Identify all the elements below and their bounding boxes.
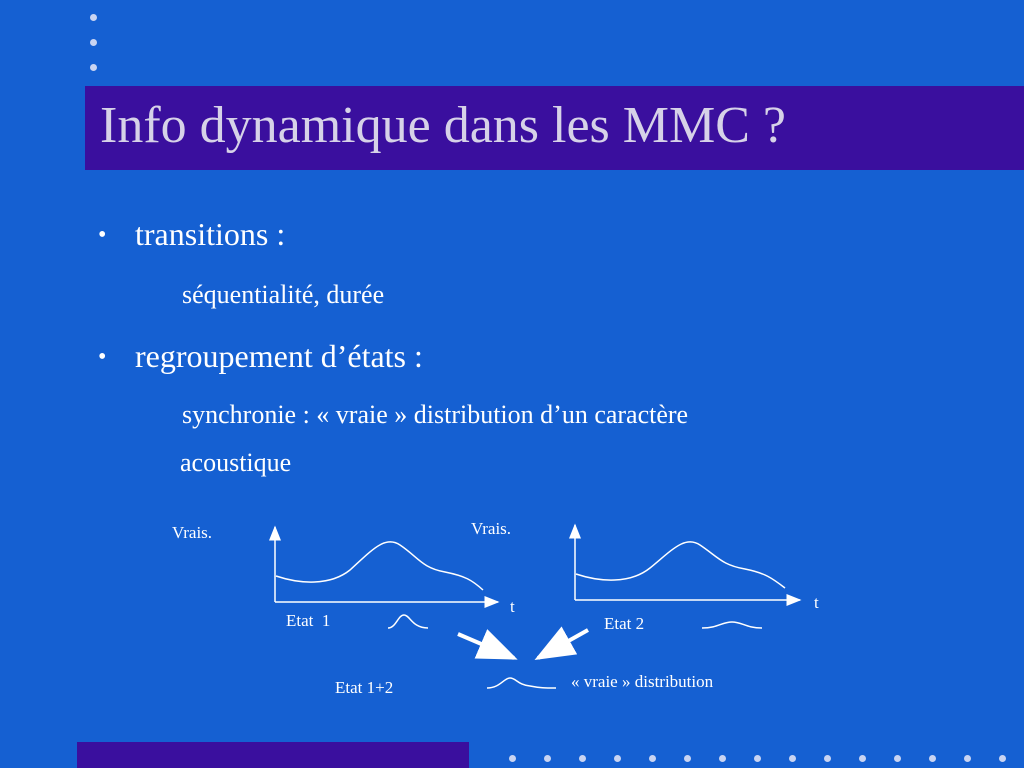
left-plot-curve xyxy=(276,542,483,590)
merged-distribution-glyph xyxy=(487,678,556,688)
footer-dot xyxy=(859,755,866,762)
footer-dot xyxy=(754,755,761,762)
footer-dot xyxy=(719,755,726,762)
state2-distribution-glyph xyxy=(702,622,762,628)
right-plot-state-label: Etat 2 xyxy=(604,614,645,633)
left-plot-x-label: t xyxy=(510,597,515,616)
footer-dot xyxy=(929,755,936,762)
right-plot-y-label: Vrais. xyxy=(471,519,512,538)
left-plot-state-label: Etat 1 xyxy=(286,611,331,630)
footer-dot xyxy=(614,755,621,762)
right-plot-curve xyxy=(576,542,785,588)
state1-distribution-glyph xyxy=(388,615,428,628)
bullet-dot: • xyxy=(98,344,107,370)
bullet-2-text: regroupement d’états : xyxy=(135,338,423,374)
right-plot-x-label: t xyxy=(814,593,819,612)
bullet-1-sub-1: séquentialité, durée xyxy=(182,280,385,309)
merged-state-label: Etat 1+2 xyxy=(335,678,394,697)
footer-dot xyxy=(579,755,586,762)
footer-dot xyxy=(999,755,1006,762)
bullet-1-text: transitions : xyxy=(135,216,286,252)
footer-bar xyxy=(77,742,469,768)
footer-dot xyxy=(544,755,551,762)
bullet-2-sub-1: synchronie : « vraie » distribution d’un caractère xyxy=(182,400,689,429)
footer-dot xyxy=(824,755,831,762)
merge-arrow-right xyxy=(538,630,588,658)
bullet-2-sub-2: acoustique xyxy=(180,448,292,477)
merged-distribution-caption: « vraie » distribution xyxy=(571,672,714,691)
footer-dot xyxy=(964,755,971,762)
page-title: Info dynamique dans les MMC ? xyxy=(100,97,787,154)
footer-dot xyxy=(649,755,656,762)
footer-dot xyxy=(509,755,516,762)
footer-dot xyxy=(684,755,691,762)
footer-dot xyxy=(789,755,796,762)
bullet-dot: • xyxy=(98,222,107,248)
footer-dot xyxy=(894,755,901,762)
merge-arrow-left xyxy=(458,634,514,658)
left-plot-y-label: Vrais. xyxy=(172,523,213,542)
